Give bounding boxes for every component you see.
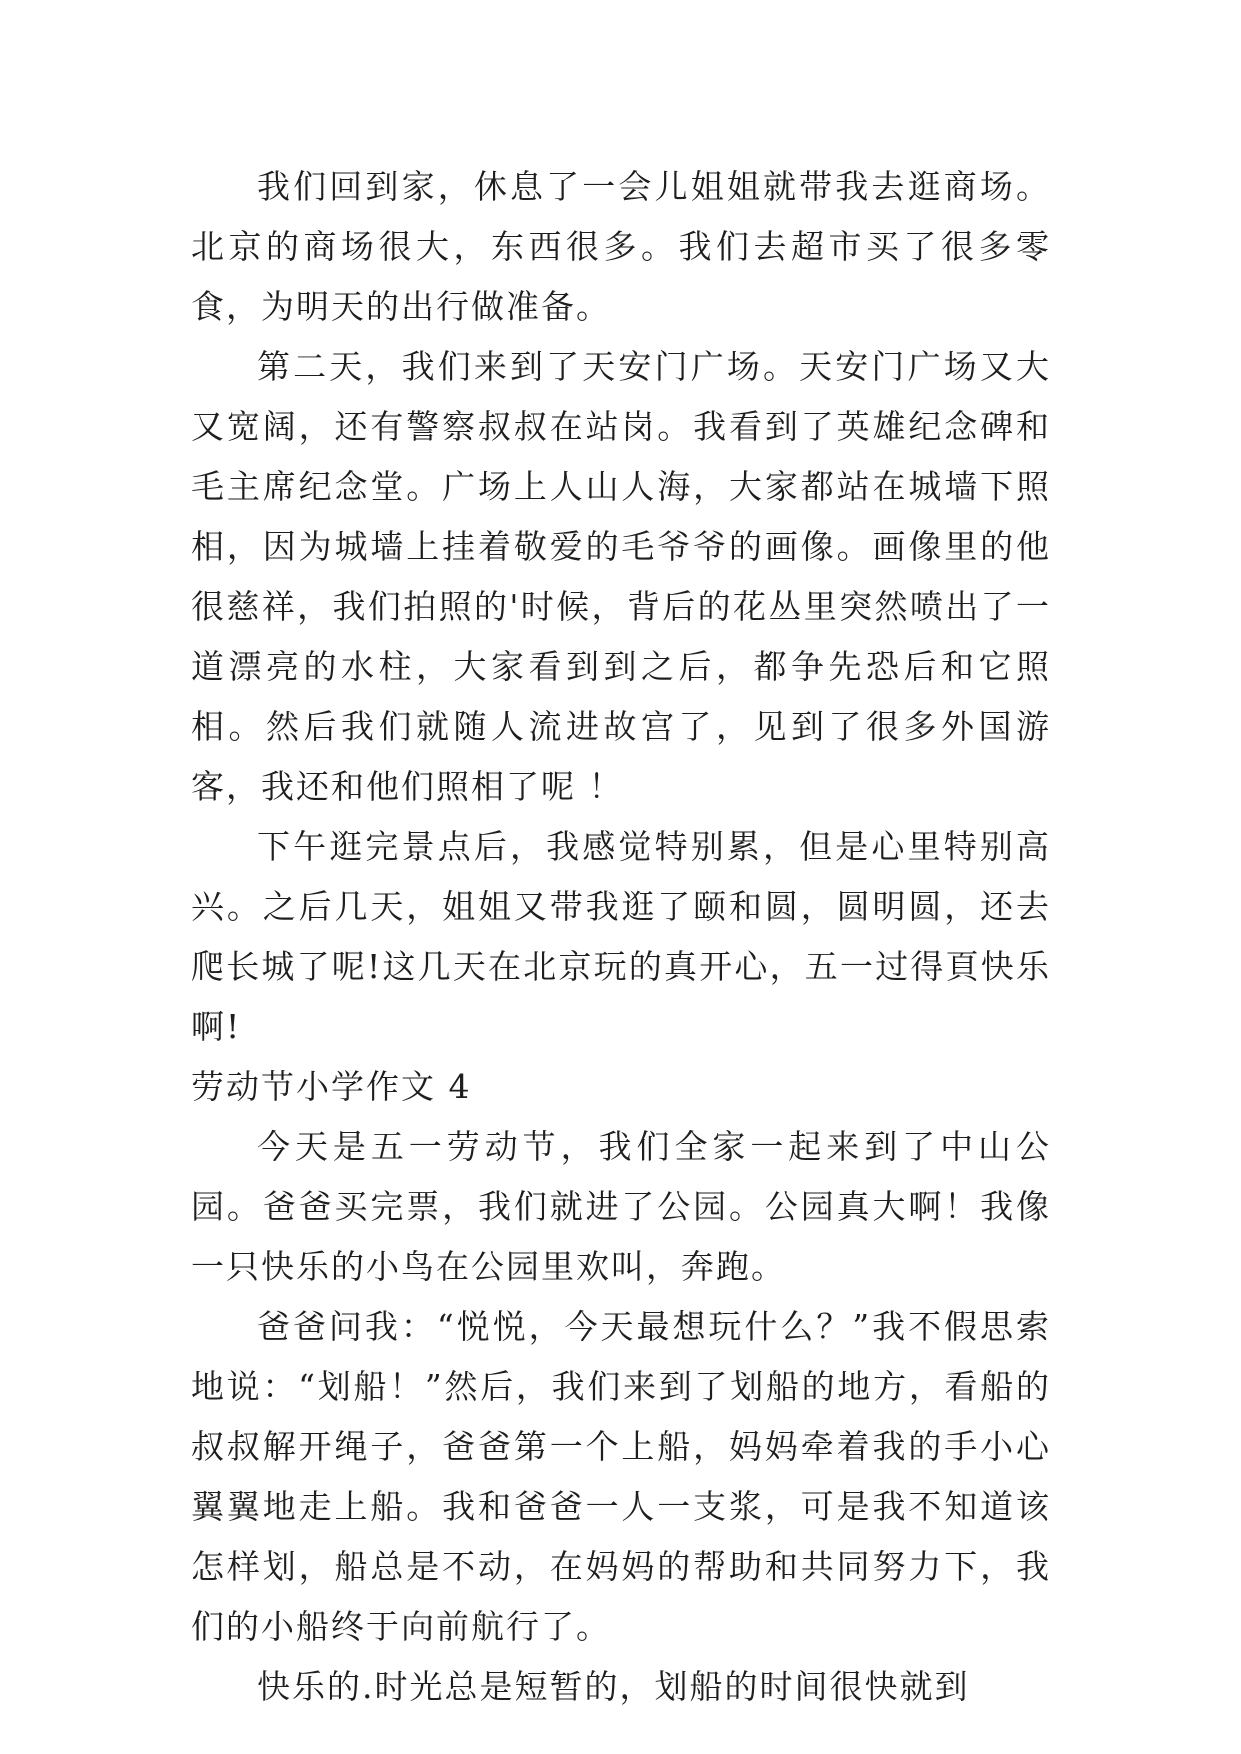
paragraph-happy-time-short: 快乐的.时光总是短暂的，划船的时间很快就到: [257, 1667, 970, 1706]
paragraph-zhongshan-park: 今天是五一劳动节，我们全家一起来到了中山公园。爸爸买完票，我们就进了公园。公园真大啊！我像一只快乐的小鸟在公园里欢叫，奔跑。: [191, 1127, 1051, 1286]
essay-heading: 劳动节小学作文 4: [191, 1067, 472, 1106]
paragraph-afternoon-tired-happy: 下午逛完景点后，我感觉特别累，但是心里特别高兴。之后几天，姐姐又带我逛了颐和圆，圆明圆，还去爬长城了呢!这几天在北京玩的真开心，五一过得頁快乐啊!: [191, 827, 1051, 1046]
paragraph-return-home: 我们回到家，休息了一会儿姐姐就带我去逛商场。北京的商场很大，东西很多。我们去超市买了很多零食，为明天的出行做准备。: [191, 167, 1051, 326]
paragraph-rowing-boat: 爸爸问我：“悦悦，今天最想玩什么？”我不假思索地说：“划船！”然后，我们来到了划船的地方，看船的叔叔解开绳子，爸爸第一个上船，妈妈牵着我的手小心翼翼地走上船。我和爸爸一人一支浆，可是我不知道该怎样划，船总是不动，在妈妈的帮助和共同努力下，我们的小船终于向前航行了。: [191, 1307, 1051, 1646]
paragraph-tiananmen-square: 第二天，我们来到了天安门广场。天安门广场又大又宽阔，还有警察叔叔在站岗。我看到了英雄纪念碑和毛主席纪念堂。广场上人山人海，大家都站在城墙下照相，因为城墙上挂着敬爱的毛爷爷的画像。画像里的他很慈祥，我们拍照的'时候，背后的花丛里突然喷出了一道漂亮的水柱，大家看到到之后，都争先恐后和它照相。然后我们就随人流进故宫了，见到了很多外国游客，我还和他们照相了呢 ！: [191, 347, 1051, 806]
document-body: [191, 157, 1051, 1717]
